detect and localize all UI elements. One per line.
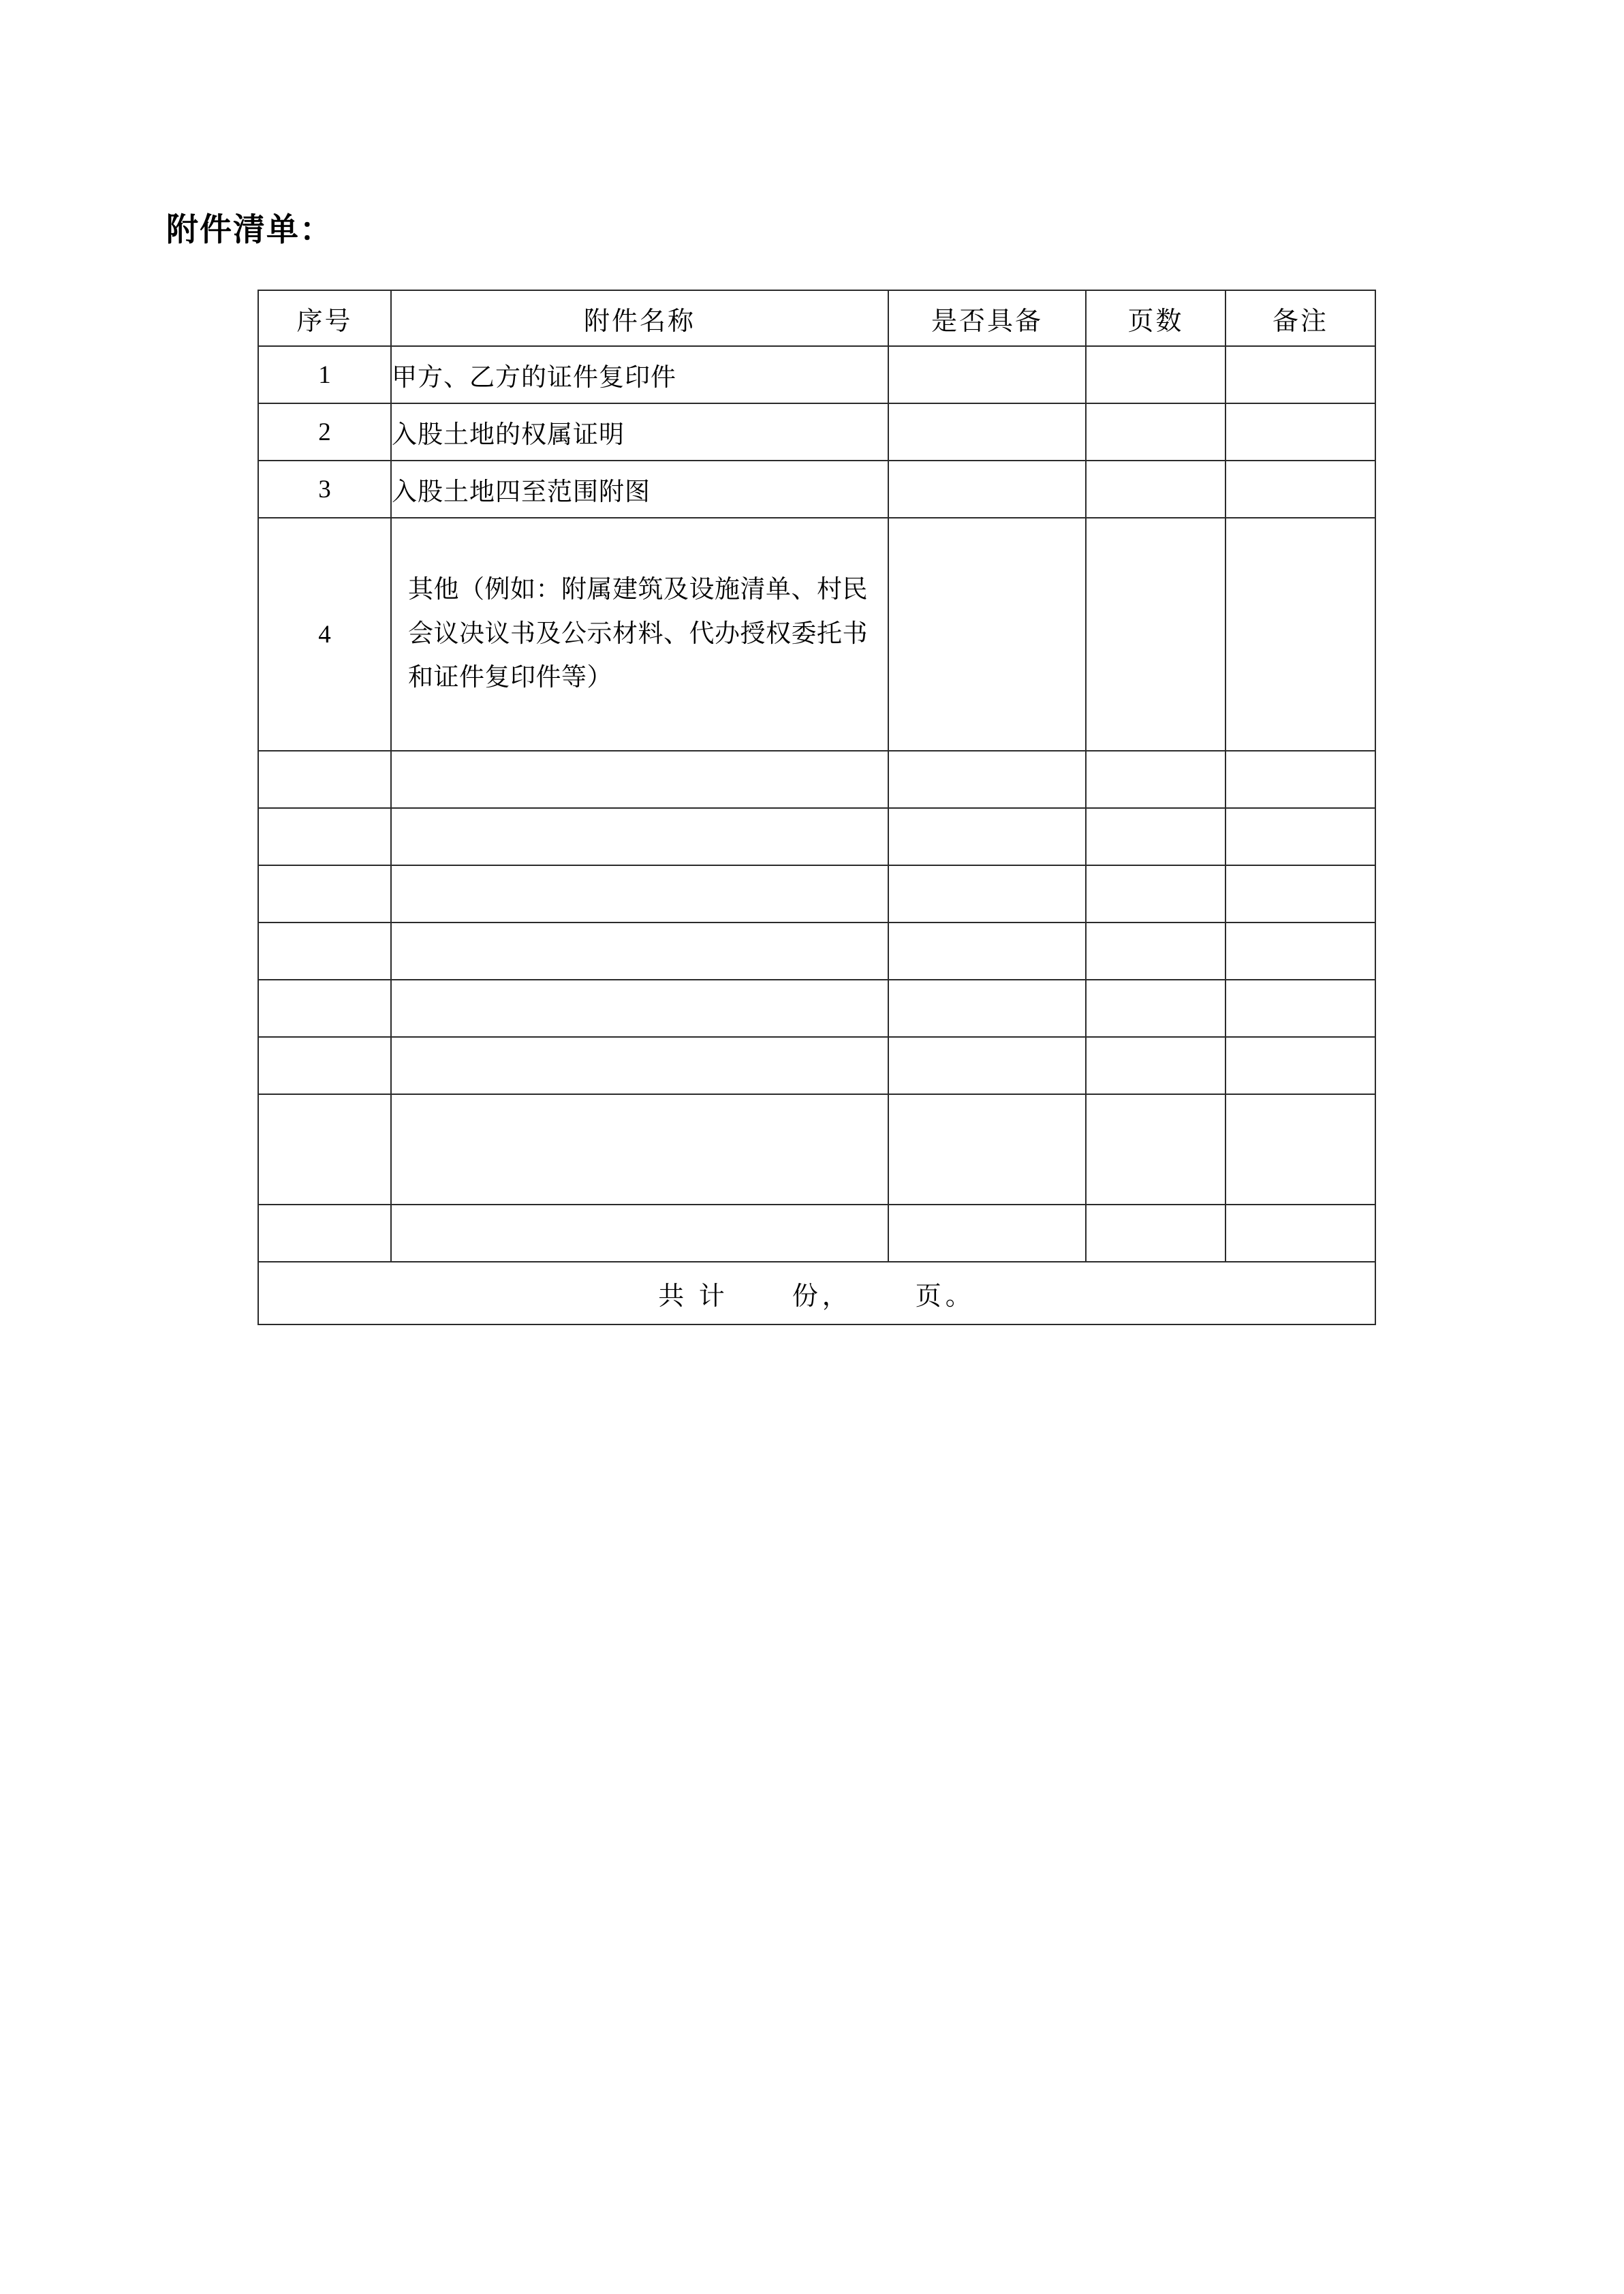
- cell-have[interactable]: [888, 1205, 1086, 1262]
- cell-pages[interactable]: [1086, 980, 1225, 1037]
- cell-note[interactable]: [1225, 461, 1375, 518]
- table-row: [258, 980, 1375, 1037]
- cell-pages[interactable]: [1086, 865, 1225, 923]
- cell-pages[interactable]: [1086, 808, 1225, 865]
- cell-have[interactable]: [888, 865, 1086, 923]
- cell-note[interactable]: [1225, 865, 1375, 923]
- table-row: [258, 865, 1375, 923]
- cell-no: 4: [258, 518, 391, 751]
- cell-name: 甲方、乙方的证件复印件: [391, 346, 888, 403]
- cell-pages[interactable]: [1086, 1205, 1225, 1262]
- cell-pages[interactable]: [1086, 461, 1225, 518]
- cell-note[interactable]: [1225, 980, 1375, 1037]
- table-row: [258, 346, 1375, 403]
- attachment-list-table-container: [257, 290, 1375, 1325]
- table-total-row: [258, 1262, 1375, 1324]
- table-row: [258, 1037, 1375, 1094]
- cell-have[interactable]: [888, 923, 1086, 980]
- cell-note[interactable]: [1225, 1205, 1375, 1262]
- cell-note[interactable]: [1225, 923, 1375, 980]
- cell-note[interactable]: [1225, 1037, 1375, 1094]
- cell-name: 入股土地四至范围附图: [391, 461, 888, 518]
- cell-pages[interactable]: [1086, 751, 1225, 808]
- page-title: 附件清单：: [166, 211, 333, 247]
- cell-name: 入股土地的权属证明: [391, 403, 888, 461]
- cell-no[interactable]: [258, 1205, 391, 1262]
- table-row: [258, 518, 1375, 751]
- column-header-no: 序号: [258, 290, 391, 346]
- cell-name[interactable]: [391, 1205, 888, 1262]
- table-row: [258, 403, 1375, 461]
- cell-have[interactable]: [888, 980, 1086, 1037]
- cell-no[interactable]: [258, 1037, 391, 1094]
- cell-name: [391, 518, 888, 751]
- table-row: [258, 461, 1375, 518]
- cell-have[interactable]: [888, 808, 1086, 865]
- cell-have[interactable]: [888, 403, 1086, 461]
- column-header-note: 备注: [1225, 290, 1375, 346]
- cell-have[interactable]: [888, 346, 1086, 403]
- column-header-name: 附件名称: [391, 290, 888, 346]
- table-row: [258, 1205, 1375, 1262]
- attachment-list-table: [257, 290, 1376, 1325]
- cell-no[interactable]: [258, 865, 391, 923]
- cell-no[interactable]: [258, 1094, 391, 1205]
- cell-no: 3: [258, 461, 391, 518]
- cell-name[interactable]: [391, 751, 888, 808]
- cell-pages[interactable]: [1086, 1037, 1225, 1094]
- cell-have[interactable]: [888, 1094, 1086, 1205]
- table-row: [258, 923, 1375, 980]
- cell-pages[interactable]: [1086, 1094, 1225, 1205]
- cell-note[interactable]: [1225, 808, 1375, 865]
- cell-note[interactable]: [1225, 518, 1375, 751]
- cell-note[interactable]: [1225, 1094, 1375, 1205]
- cell-name[interactable]: [391, 1094, 888, 1205]
- table-row: [258, 808, 1375, 865]
- column-header-have: 是否具备: [888, 290, 1086, 346]
- column-header-pages: 页数: [1086, 290, 1225, 346]
- cell-name[interactable]: [391, 980, 888, 1037]
- cell-have[interactable]: [888, 1037, 1086, 1094]
- cell-name[interactable]: [391, 865, 888, 923]
- table-row: [258, 751, 1375, 808]
- cell-pages[interactable]: [1086, 518, 1225, 751]
- cell-have[interactable]: [888, 751, 1086, 808]
- cell-have[interactable]: [888, 461, 1086, 518]
- cell-note[interactable]: [1225, 346, 1375, 403]
- table-header-row: [258, 290, 1375, 346]
- cell-no: 2: [258, 403, 391, 461]
- cell-name[interactable]: [391, 808, 888, 865]
- cell-no: 1: [258, 346, 391, 403]
- cell-name[interactable]: [391, 923, 888, 980]
- cell-no[interactable]: [258, 980, 391, 1037]
- total-text: 共 计 份， 页。: [658, 1282, 975, 1311]
- cell-no[interactable]: [258, 808, 391, 865]
- table-row: [258, 1094, 1375, 1205]
- cell-have[interactable]: [888, 518, 1086, 751]
- cell-note[interactable]: [1225, 751, 1375, 808]
- cell-no[interactable]: [258, 751, 391, 808]
- total-cell: [258, 1262, 1375, 1324]
- cell-pages[interactable]: [1086, 923, 1225, 980]
- cell-pages[interactable]: [1086, 346, 1225, 403]
- cell-no[interactable]: [258, 923, 391, 980]
- cell-name[interactable]: [391, 1037, 888, 1094]
- cell-note[interactable]: [1225, 403, 1375, 461]
- cell-name-text: 其他（例如：附属建筑及设施清单、村民会议决议书及公示材料、代办授权委托书和证件复印件等）: [408, 575, 868, 692]
- cell-pages[interactable]: [1086, 403, 1225, 461]
